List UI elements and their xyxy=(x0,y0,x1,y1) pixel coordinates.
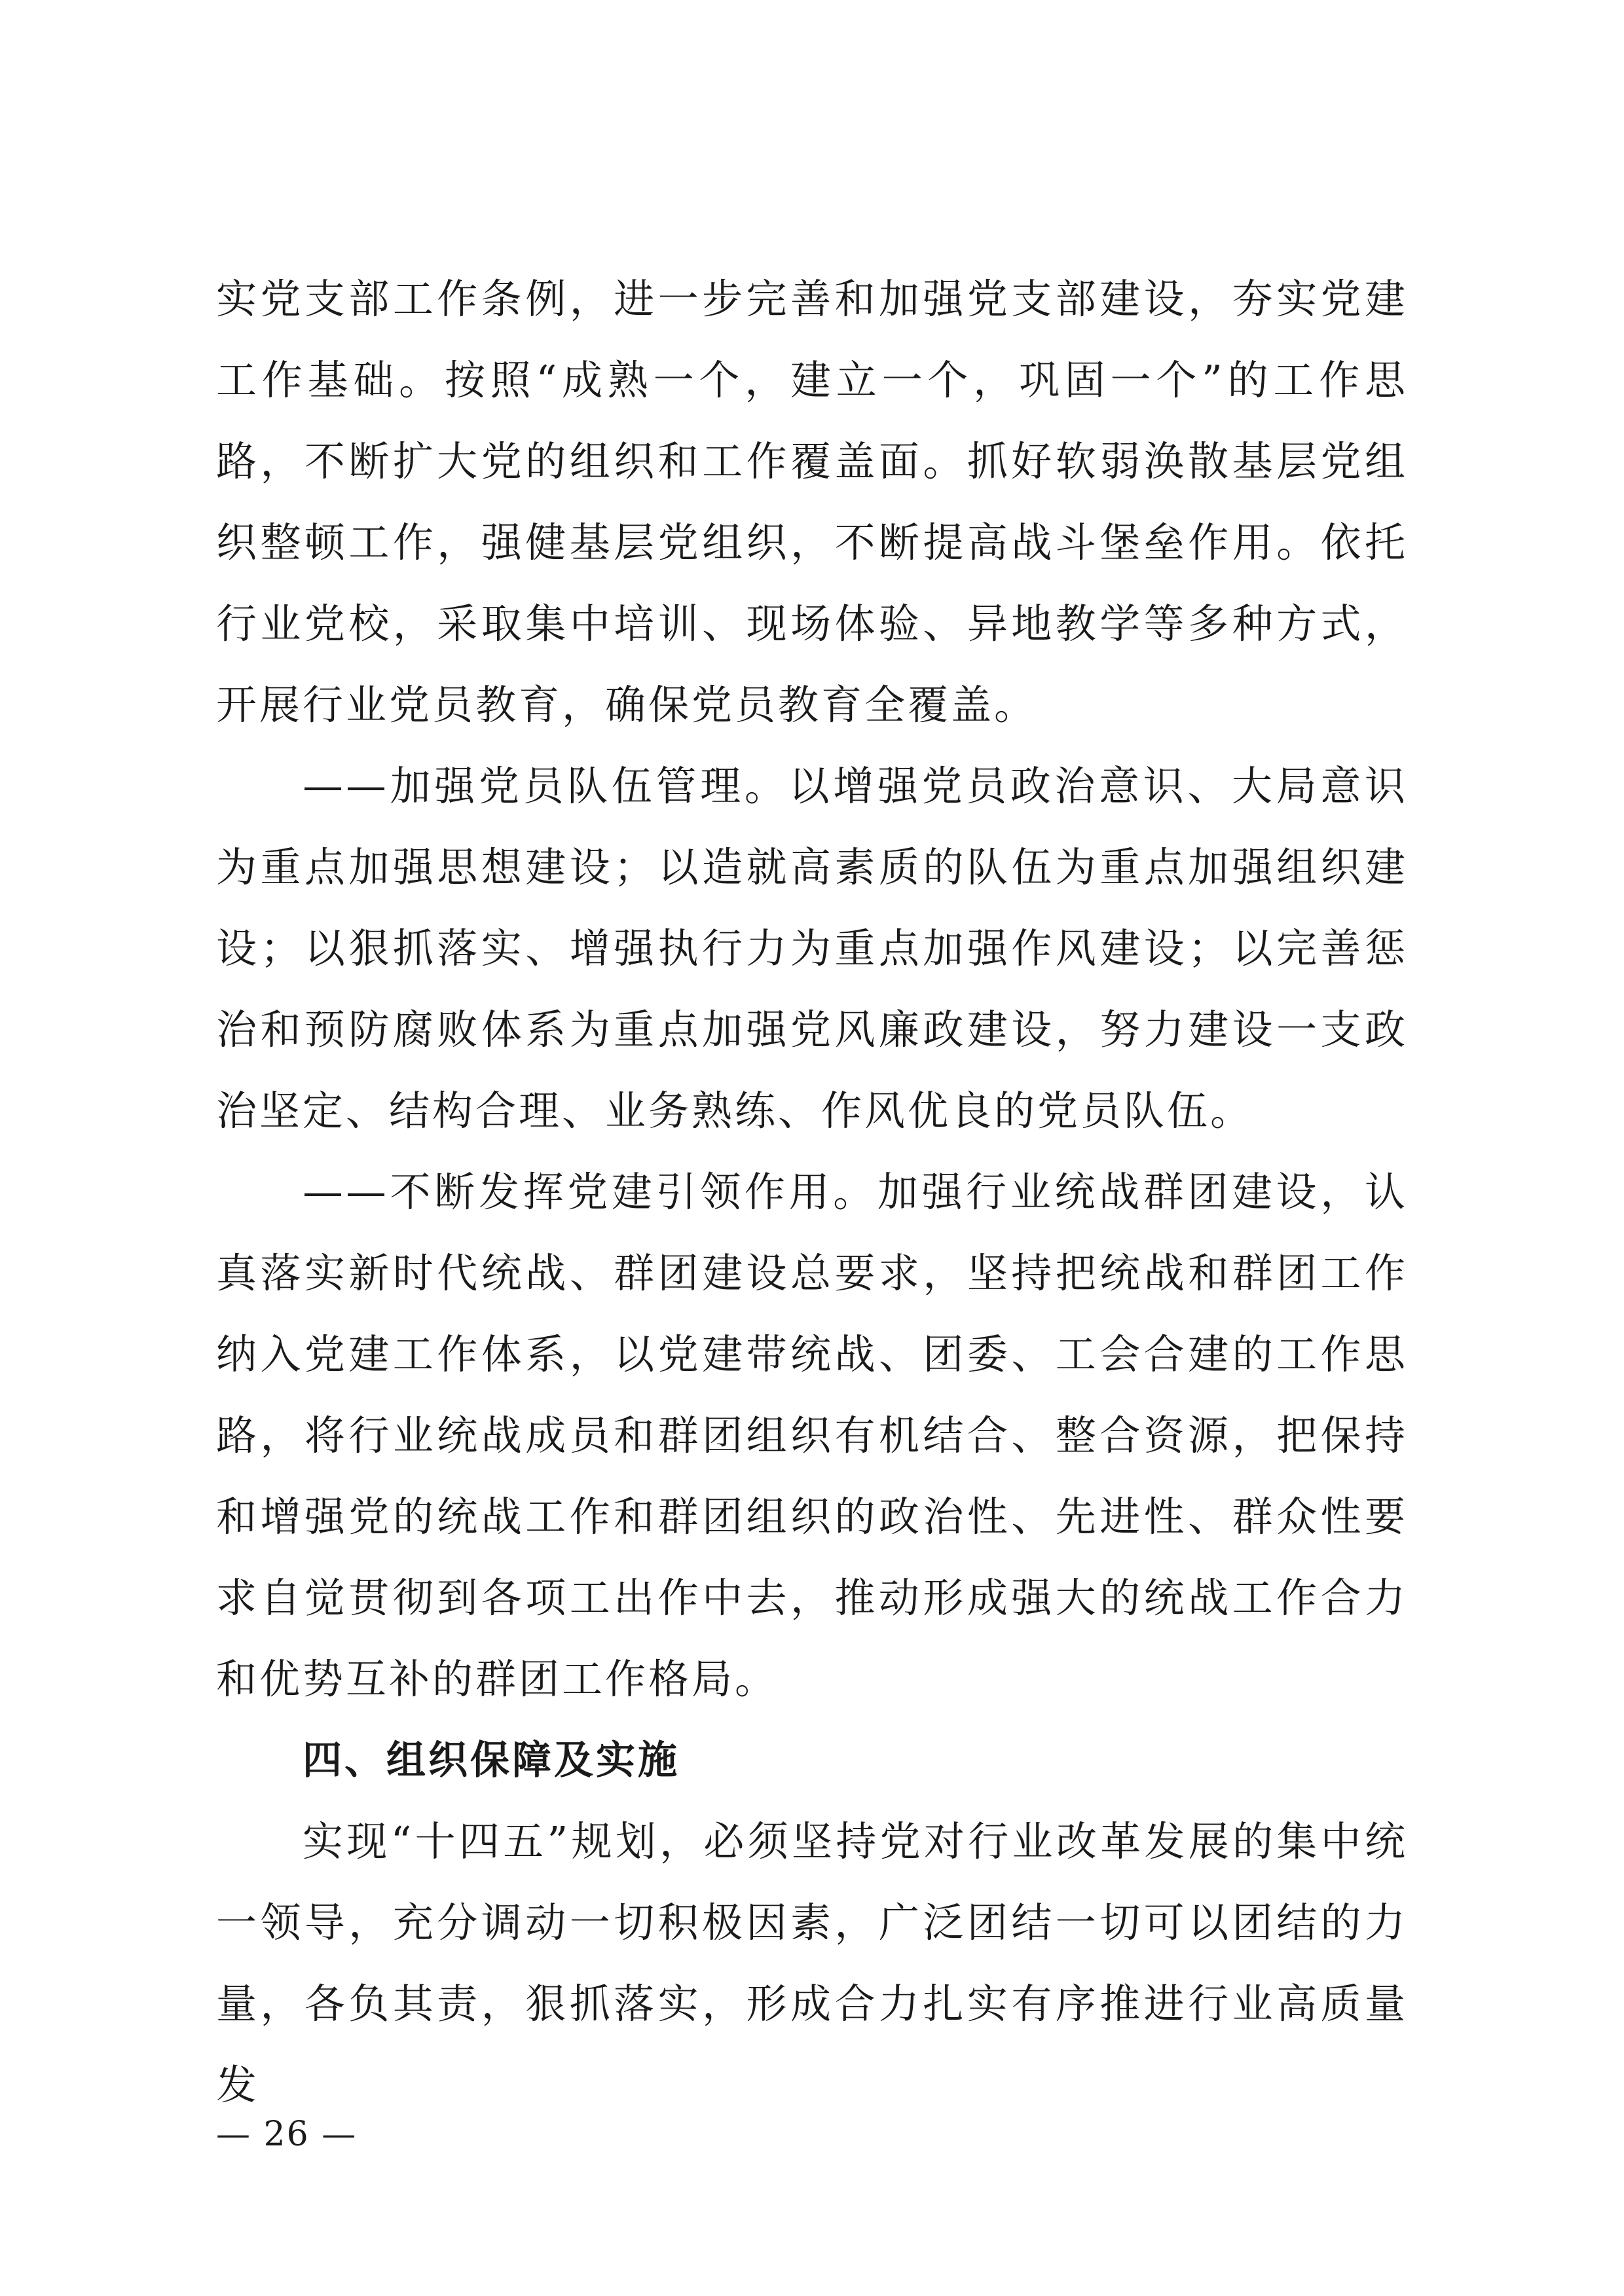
paragraph-section-intro xyxy=(216,1801,1408,2126)
paragraph-party-building-leadership xyxy=(216,1152,1408,1720)
body-text xyxy=(216,259,1408,2126)
section-heading: 四、组织保障及实施 xyxy=(303,1738,680,1783)
paragraph-party-member-management xyxy=(216,746,1408,1152)
paragraph-lead: ——不断发挥党建引领作用。 xyxy=(303,1168,877,1216)
paragraph-text: 实党支部工作条例，进一步完善和加强党支部建设，夯实党建工作基础。按照“成熟一个，建立一个，巩固一个”的工作思路，不断扩大党的组织和工作覆盖面。抓好软弱涣散基层党组织整顿工作，强健基层党组织，不断提高战斗堡垒作用。依托行业党校，采取集中培训、现场体验、异地教学等多种方式，开展行业党员教育，确保党员教育全覆盖。 xyxy=(216,275,1408,729)
page-number: — 26 — xyxy=(216,2115,358,2154)
paragraph-lead: ——加强党员队伍管理。 xyxy=(303,762,789,810)
paragraph-continuation xyxy=(216,259,1408,746)
paragraph-text: 实现“十四五”规划，必须坚持党对行业改革发展的集中统一领导，充分调动一切积极因素，广泛团结一切可以团结的力量，各负其责，狠抓落实，形成合力扎实有序推进行业高质量发 xyxy=(216,1817,1408,2109)
paragraph-text: 以增强党员政治意识、大局意识为重点加强思想建设；以造就高素质的队伍为重点加强组织建设；以狠抓落实、增强执行力为重点加强作风建设；以完善惩治和预防腐败体系为重点加强党风廉政建设，努力建设一支政治坚定、结构合理、业务熟练、作风优良的党员队伍。 xyxy=(216,762,1408,1135)
paragraph-text: 加强行业统战群团建设，认真落实新时代统战、群团建设总要求，坚持把统战和群团工作纳入党建工作体系，以党建带统战、团委、工会合建的工作思路，将行业统战成员和群团组织有机结合、整合资源，把保持和增强党的统战工作和群团组织的政治性、先进性、群众性要求自觉贯彻到各项工出作中去，推动形成强大的统战工作合力和优势互补的群团工作格局。 xyxy=(216,1168,1408,1703)
